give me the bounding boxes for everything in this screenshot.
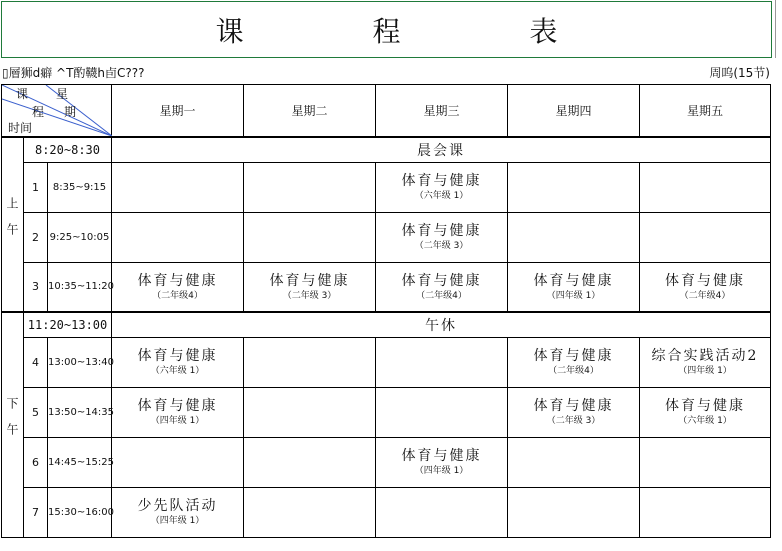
subject-name: 体育与健康 <box>401 448 482 464</box>
schedule-cell <box>508 487 640 537</box>
diagonal-header-cell <box>2 85 112 138</box>
period-row <box>2 487 771 537</box>
period-number: 4 <box>24 337 48 387</box>
class-grade: （二年级4） <box>152 290 203 301</box>
period-row <box>2 437 771 487</box>
diag-label-xing: 星 <box>56 87 69 101</box>
diag-label-cheng: 程 <box>32 105 45 119</box>
afternoon-band-time: 11:20~13:00 <box>24 312 112 337</box>
class-grade: （四年级 1） <box>414 466 469 476</box>
day-header-wed: 星期三 <box>376 85 508 138</box>
schedule-cell <box>112 262 244 312</box>
period-number: 2 <box>24 212 48 262</box>
page-title: 课 程 表 <box>215 15 618 48</box>
schedule-cell <box>508 212 640 262</box>
subject-name: 体育与健康 <box>269 272 350 289</box>
class-grade: （二年级 3） <box>546 416 601 426</box>
period-row <box>2 337 771 387</box>
title-box <box>1 1 772 58</box>
schedule-cell <box>376 212 508 262</box>
period-number: 1 <box>24 162 48 212</box>
class-grade: （六年级 1） <box>678 416 732 426</box>
schedule-cell <box>640 162 771 212</box>
subject-name: 体育与健康 <box>665 272 746 289</box>
morning-session-text: 上午 <box>5 196 19 249</box>
schedule-cell <box>376 487 508 537</box>
diag-label-ke: 课 <box>16 87 29 101</box>
schedule-cell <box>244 212 376 262</box>
period-time: 9:25~10:05 <box>48 212 112 262</box>
class-grade: （四年级 1） <box>546 290 601 301</box>
subject-name: 体育与健康 <box>665 398 746 414</box>
period-row <box>2 387 771 437</box>
schedule-cell <box>112 212 244 262</box>
day-header-fri: 星期五 <box>640 85 771 138</box>
schedule-cell <box>244 337 376 387</box>
schedule-cell <box>112 437 244 487</box>
afternoon-session-text: 下午 <box>5 396 19 449</box>
subject-name: 体育与健康 <box>401 223 482 239</box>
schedule-cell <box>112 387 244 437</box>
subject-name: 体育与健康 <box>137 348 218 364</box>
morning-band-row <box>2 137 771 162</box>
morning-band-time: 8:20~8:30 <box>24 137 112 162</box>
schedule-cell <box>508 162 640 212</box>
period-row <box>2 212 771 262</box>
schedule-cell <box>376 437 508 487</box>
period-time: 14:45~15:25 <box>48 437 112 487</box>
day-header-thu: 星期四 <box>508 85 640 138</box>
schedule-cell <box>640 387 771 437</box>
schedule-cell <box>244 437 376 487</box>
subject-name: 体育与健康 <box>137 398 218 414</box>
day-header-mon: 星期一 <box>112 85 244 138</box>
teacher-info: ▯層狮d癖 ^T酌韈h卣C??? <box>2 66 145 80</box>
schedule-cell <box>112 162 244 212</box>
period-row <box>2 262 771 312</box>
period-time: 13:50~14:35 <box>48 387 112 437</box>
class-grade: （二年级 3） <box>414 241 469 251</box>
morning-session-label <box>2 137 24 312</box>
class-grade: （六年级 1） <box>414 191 469 201</box>
schedule-cell <box>508 262 640 312</box>
subject-name: 体育与健康 <box>137 272 218 289</box>
schedule-cell <box>508 387 640 437</box>
afternoon-band-label: 午休 <box>112 312 771 337</box>
period-row <box>2 162 771 212</box>
day-header-tue: 星期二 <box>244 85 376 138</box>
schedule-cell <box>112 337 244 387</box>
period-time: 8:35~9:15 <box>48 162 112 212</box>
class-grade: （二年级4） <box>416 290 467 301</box>
period-time: 13:00~13:40 <box>48 337 112 387</box>
weekly-hours: 周呜(15节) <box>709 66 770 80</box>
schedule-cell <box>640 212 771 262</box>
subject-name: 体育与健康 <box>401 272 482 289</box>
period-number: 6 <box>24 437 48 487</box>
class-grade: （二年级4） <box>679 290 731 301</box>
diag-label-time: 时间 <box>8 121 33 135</box>
schedule-cell <box>244 162 376 212</box>
subject-name: 体育与健康 <box>401 173 482 189</box>
subject-name: 综合实践活动2 <box>651 348 759 364</box>
schedule-cell <box>508 437 640 487</box>
schedule-cell <box>112 487 244 537</box>
schedule-cell <box>376 387 508 437</box>
schedule-cell <box>640 262 771 312</box>
schedule-cell <box>640 437 771 487</box>
subject-name: 体育与健康 <box>533 272 614 289</box>
schedule-cell <box>244 262 376 312</box>
subject-name: 体育与健康 <box>533 348 614 364</box>
schedule-cell <box>640 487 771 537</box>
class-grade: （二年级4） <box>548 366 599 376</box>
class-grade: （四年级 1） <box>150 416 205 426</box>
afternoon-session-label <box>2 312 24 537</box>
diag-label-qi: 期 <box>64 105 77 119</box>
class-grade: （四年级 1） <box>150 516 205 526</box>
class-grade: （六年级 1） <box>150 366 205 376</box>
class-grade: （四年级 1） <box>678 366 732 376</box>
subject-name: 体育与健康 <box>533 398 614 414</box>
schedule-cell <box>376 262 508 312</box>
schedule-cell <box>376 337 508 387</box>
period-time: 10:35~11:20 <box>48 262 112 312</box>
schedule-table <box>1 84 771 538</box>
header-row <box>2 85 771 138</box>
period-number: 7 <box>24 487 48 537</box>
divider <box>775 0 776 58</box>
schedule-cell <box>508 337 640 387</box>
period-number: 5 <box>24 387 48 437</box>
morning-band-label: 晨会课 <box>112 137 771 162</box>
schedule-cell <box>244 387 376 437</box>
schedule-cell <box>640 337 771 387</box>
schedule-cell <box>244 487 376 537</box>
afternoon-band-row <box>2 312 771 337</box>
class-grade: （二年级 3） <box>282 290 337 301</box>
schedule-cell <box>376 162 508 212</box>
period-time: 15:30~16:00 <box>48 487 112 537</box>
period-number: 3 <box>24 262 48 312</box>
subject-name: 少先队活动 <box>137 498 218 514</box>
